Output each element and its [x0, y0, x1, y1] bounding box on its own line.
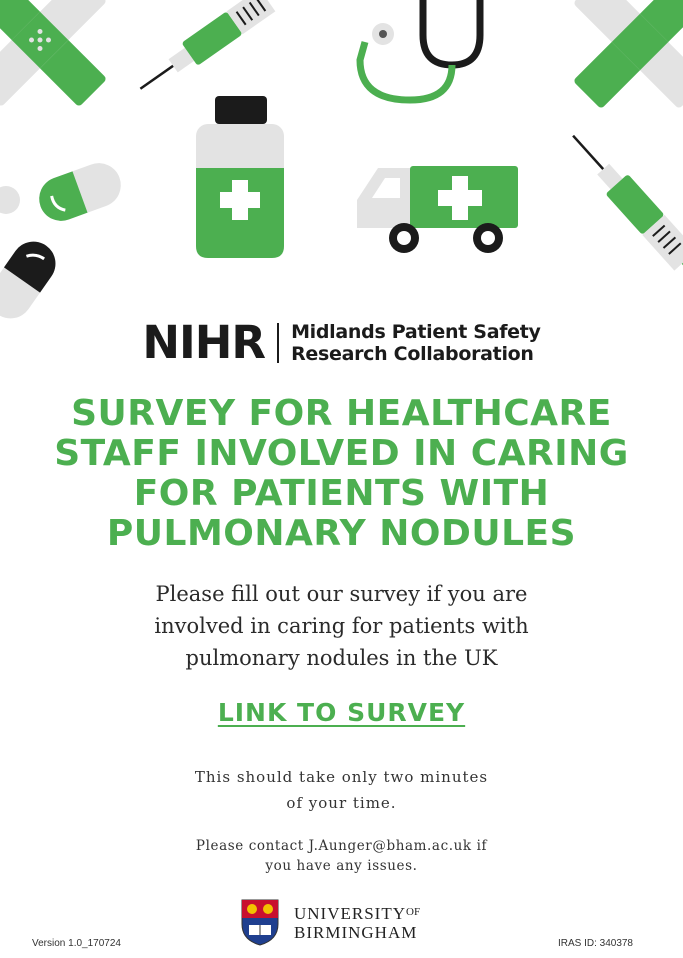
intro-text — [60, 578, 623, 674]
university-line: BIRMINGHAM — [294, 922, 418, 942]
title-line: SURVEY FOR HEALTHCARE — [71, 393, 612, 434]
university-of: OF — [406, 905, 421, 918]
pill-capsule-icon — [33, 157, 127, 227]
university-wordmark — [294, 903, 420, 942]
time-line: of your time. — [286, 794, 397, 812]
stethoscope-icon — [360, 0, 480, 100]
survey-link[interactable]: LINK TO SURVEY — [217, 698, 466, 727]
contact-line: you have any issues. — [265, 858, 418, 874]
time-note — [120, 764, 563, 816]
nihr-subtitle-line: Midlands Patient Safety — [291, 320, 541, 343]
survey-link-row — [0, 698, 683, 727]
syringe-icon — [132, 0, 275, 100]
nihr-subtitle-line: Research Collaboration — [291, 342, 534, 365]
intro-line: Please fill out our survey if you are — [155, 582, 528, 606]
contact-note — [120, 836, 563, 876]
title-line: FOR PATIENTS WITH — [133, 473, 550, 514]
title-line: STAFF INVOLVED IN CARING — [54, 433, 629, 474]
intro-line: involved in caring for patients with — [154, 614, 529, 638]
university-crest-icon — [240, 898, 280, 946]
syringe-icon — [562, 126, 683, 283]
intro-line: pulmonary nodules in the UK — [185, 646, 498, 670]
pill-capsule-icon — [0, 233, 64, 320]
iras-id-label: IRAS ID: 340378 — [557, 938, 633, 949]
logo-divider — [277, 323, 279, 363]
medicine-bottle-icon — [196, 96, 284, 258]
contact-line: Please contact J.Aunger@bham.ac.uk if — [195, 838, 488, 854]
nihr-subtitle — [291, 321, 541, 365]
university-line: UNIVERSITY — [294, 903, 406, 923]
title-line: PULMONARY NODULES — [106, 513, 577, 554]
bandage-icon — [534, 0, 683, 148]
nihr-logo — [0, 316, 683, 369]
medical-illustrations — [0, 0, 683, 320]
nihr-wordmark: NIHR — [142, 316, 266, 369]
university-logo — [240, 898, 420, 946]
ambulance-icon — [357, 166, 518, 253]
version-label: Version 1.0_170724 — [32, 938, 121, 949]
time-line: This should take only two minutes — [194, 768, 489, 786]
page-title — [30, 394, 653, 554]
bandage-icon — [0, 0, 146, 146]
